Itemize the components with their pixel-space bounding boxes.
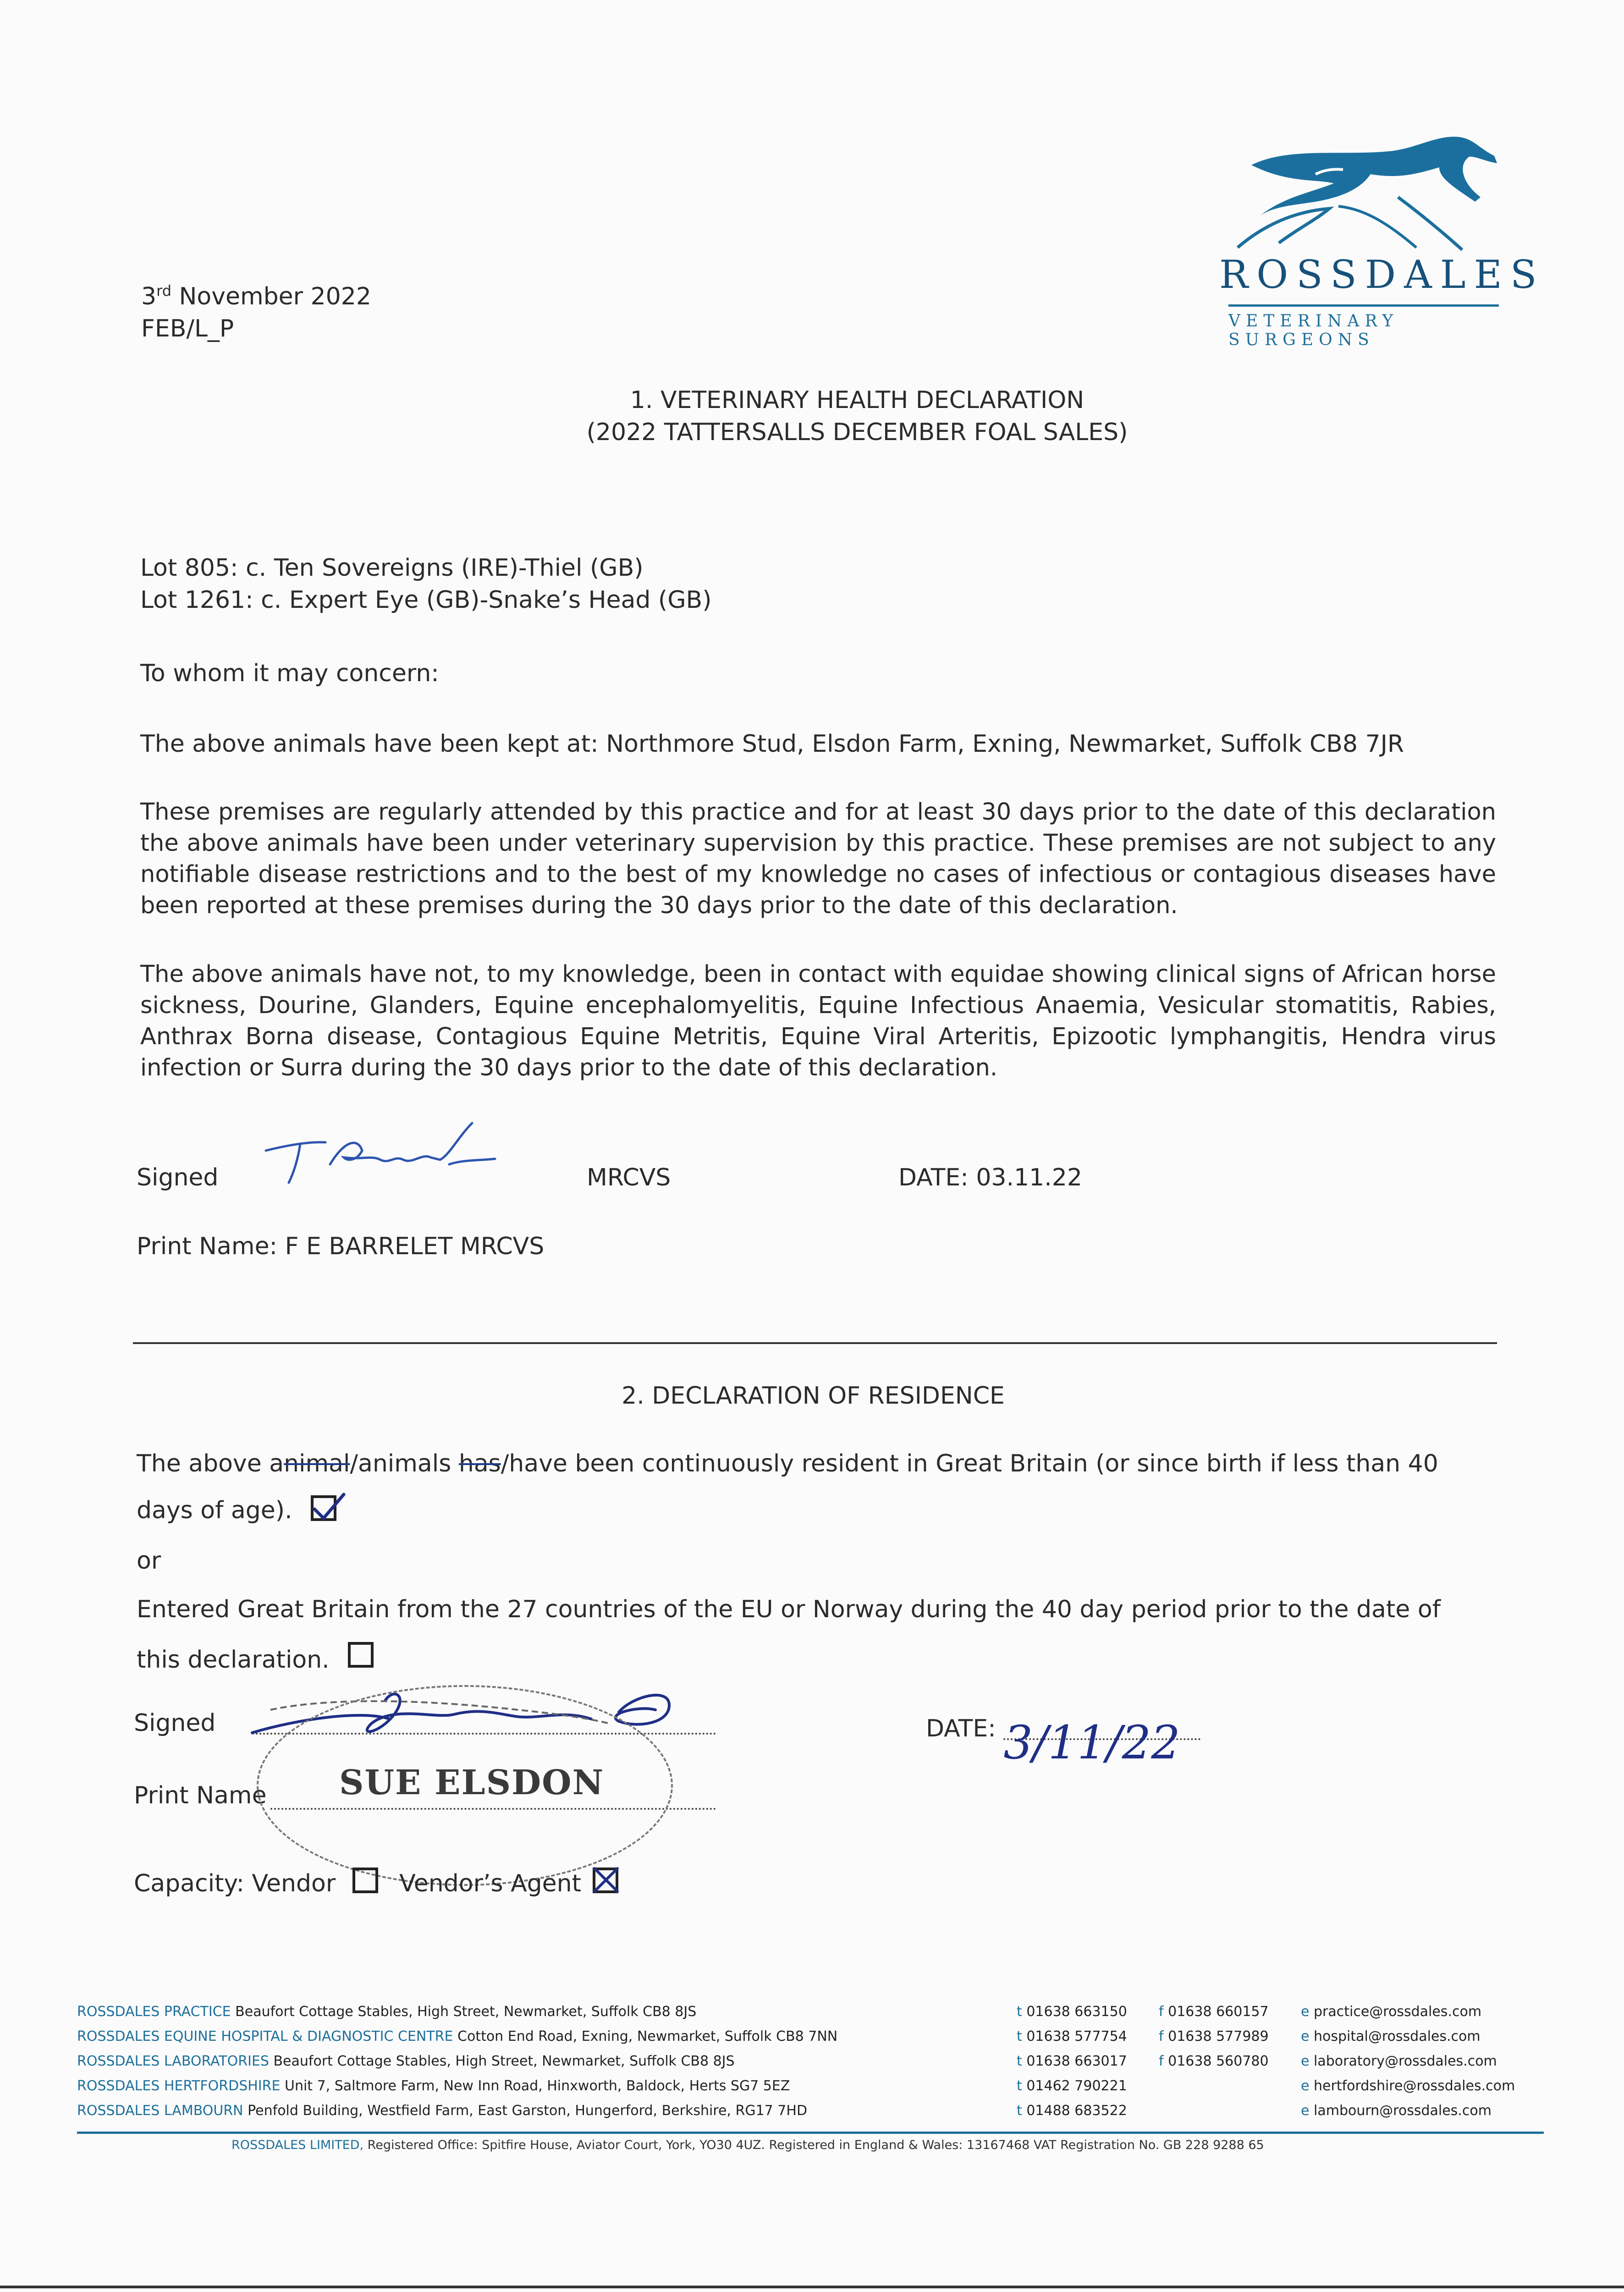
footer-address: Beaufort Cottage Stables, High Street, Newmarket, Suffolk CB8 8JS (231, 2004, 697, 2020)
registration-line (231, 2138, 1264, 2152)
section-divider (133, 1342, 1497, 1344)
footer-row: ROSSDALES HERTFORDSHIRE Unit 7, Saltmore Farm, New Inn Road, Hinxworth, Baldock, Herts SG7 5EZ t 01462 790221 e hertfordshire@rossdales.com (77, 2078, 1515, 2094)
footer-phone: 01488 683522 (1026, 2103, 1127, 2119)
footer-label: ROSSDALES HERTFORDSHIRE (77, 2078, 281, 2094)
footer-address: Cotton End Road, Exning, Newmarket, Suffolk CB8 7NN (453, 2028, 838, 2044)
vet-mrcvs: MRCVS (587, 1164, 671, 1191)
lot-1261: Lot 1261: c. Expert Eye (GB)-Snake’s Head (GB) (140, 586, 712, 614)
kept-at: The above animals have been kept at: Northmore Stud, Elsdon Farm, Exning, Newmarket, Suffolk CB8 7JR (140, 730, 1404, 758)
letter-date (141, 281, 371, 313)
footer-email[interactable]: hospital@rossdales.com (1314, 2028, 1481, 2044)
vet-date-label: DATE: (898, 1164, 969, 1191)
residence-line-3: Entered Great Britain from the 27 countries of the EU or Norway during the 40 day period prior to the date of (137, 1596, 1441, 1623)
title-line-1: 1. VETERINARY HEALTH DECLARATION (630, 386, 1085, 414)
entered-gb-checkbox[interactable] (348, 1642, 374, 1668)
residence-line-1 (137, 1448, 1438, 1480)
date-rest: November 2022 (171, 283, 371, 310)
vet-date (898, 1162, 1082, 1194)
vendor-date-handwritten: 3/11/22 (1003, 1716, 1180, 1769)
vendor-date-label: DATE: (926, 1715, 996, 1742)
vet-date-value: 03.11.22 (976, 1164, 1082, 1191)
logo-divider (1228, 304, 1499, 307)
res-text-b: /animals (350, 1450, 459, 1477)
horse-logo-icon (1224, 128, 1508, 257)
lot-805: Lot 805: c. Ten Sovereigns (IRE)-Thiel (GB) (140, 554, 644, 582)
vendor-print-label: Print Name (134, 1782, 267, 1809)
supervision-paragraph: These premises are regularly attended by this practice and for at least 30 days prior to the date of this declaration the above animals have been under veterinary supervision by this practice. These premises are not subject to any notifiable disease restrictions and to the best of my knowledge no cases of infectious or contagious diseases have been reported at these premises during the 30 days prior to the date of this declaration. (140, 799, 1496, 919)
footer-label: ROSSDALES LAMBOURN (77, 2103, 243, 2119)
footer-label: ROSSDALES EQUINE HOSPITAL & DIAGNOSTIC CENTRE (77, 2028, 453, 2044)
footer (77, 2000, 1539, 2123)
reg-text: Registered Office: Spitfire House, Aviator Court, York, YO30 4UZ. Registered in England & Wales: 13167468 VAT Registration No. GB 228 9288 65 (363, 2138, 1264, 2152)
footer-address: Penfold Building, Westfield Farm, East Garston, Hungerford, Berkshire, RG17 7HD (243, 2103, 808, 2119)
logo-tagline: VETERINARY SURGEONS (1228, 312, 1399, 349)
footer-address: Beaufort Cottage Stables, High Street, Newmarket, Suffolk CB8 8JS (269, 2053, 735, 2069)
footer-phone: 01462 790221 (1026, 2078, 1127, 2094)
footer-fax: 01638 577989 (1168, 2028, 1269, 2044)
footer-label: ROSSDALES PRACTICE (77, 2004, 231, 2020)
footer-fax: 01638 660157 (1168, 2004, 1269, 2020)
salutation: To whom it may concern: (140, 660, 439, 687)
res-text-c: /have been continuously resident in Great Britain (or since birth if less than 40 (501, 1450, 1438, 1477)
vendor-date-line (1003, 1716, 1200, 1769)
date-day: 3 (141, 283, 157, 310)
reg-label: ROSSDALES LIMITED, (231, 2138, 364, 2152)
tick-icon (311, 1492, 347, 1524)
res-struck-has: has (458, 1450, 501, 1477)
residence-line-2 (137, 1494, 336, 1526)
resident-checkbox[interactable] (311, 1495, 336, 1521)
footer-phone: 01638 663017 (1026, 2053, 1127, 2069)
vendor-date (926, 1713, 1200, 1769)
footer-phone: 01638 663150 (1026, 2004, 1127, 2020)
footer-email[interactable]: laboratory@rossdales.com (1314, 2053, 1497, 2069)
footer-row: ROSSDALES LAMBOURN Penfold Building, Westfield Farm, East Garston, Hungerford, Berkshire, RG17 7HD t 01488 683522 e lambourn@rossdales.com (77, 2103, 1492, 2119)
title-line-2: (2022 TATTERSALLS DECEMBER FOAL SALES) (586, 419, 1128, 446)
capacity-vendor-label: Capacity: Vendor (134, 1870, 336, 1897)
or-text: or (137, 1547, 161, 1575)
capacity-agent-label: Vendor’s Agent (399, 1870, 582, 1897)
stamp-name: SUE ELSDON (339, 1763, 605, 1802)
date-suffix: rd (156, 282, 171, 300)
cross-icon (590, 1864, 622, 1896)
res-this-declaration: this declaration. (137, 1646, 330, 1674)
logo-wordmark: ROSSDALES (1219, 252, 1545, 297)
vendor-checkbox[interactable] (352, 1868, 378, 1893)
footer-phone: 01638 577754 (1026, 2028, 1127, 2044)
vet-print-name: Print Name: F E BARRELET MRCVS (137, 1233, 545, 1260)
footer-fax: 01638 560780 (1168, 2053, 1269, 2069)
footer-email[interactable]: practice@rossdales.com (1314, 2004, 1482, 2020)
capacity-row (134, 1868, 618, 1900)
vendor-agent-checkbox[interactable] (593, 1868, 618, 1893)
res-struck-animal: nimal (284, 1450, 350, 1477)
footer-rule (77, 2132, 1544, 2134)
reference: FEB/L_P (141, 315, 234, 342)
res-days-of-age: days of age). (137, 1497, 292, 1524)
footer-address: Unit 7, Saltmore Farm, New Inn Road, Hinxworth, Baldock, Herts SG7 5EZ (280, 2078, 790, 2094)
footer-row: ROSSDALES PRACTICE Beaufort Cottage Stables, High Street, Newmarket, Suffolk CB8 8JS t 01638 663150 f 01638 660157 e practice@rossdales.com (77, 2004, 1482, 2020)
footer-email[interactable]: lambourn@rossdales.com (1314, 2103, 1492, 2119)
rossdales-logo (1219, 128, 1545, 349)
disease-paragraph: The above animals have not, to my knowledge, been in contact with equidae showing clinical signs of African horse sickness, Dourine, Glanders, Equine encephalomyelitis, Equine Infectious Anaemia, Vesicular stomatitis, Rabies, Anthrax Borna disease, Contagious Equine Metritis, Equine Viral Arteritis, Epizootic lymphangitis, Hendra virus infection or Surra during the 30 days prior to the date of this declaration. (140, 961, 1496, 1081)
residence-title: 2. DECLARATION OF RESIDENCE (622, 1382, 1005, 1410)
res-text-a: The above a (137, 1450, 284, 1477)
footer-row: ROSSDALES EQUINE HOSPITAL & DIAGNOSTIC CENTRE Cotton End Road, Exning, Newmarket, Suffolk CB8 7NN t 01638 577754 f 01638 577989 e hospital@rossdales.com (77, 2028, 1481, 2044)
vet-signature (257, 1109, 513, 1187)
footer-label: ROSSDALES LABORATORIES (77, 2053, 269, 2069)
footer-email[interactable]: hertfordshire@rossdales.com (1314, 2078, 1515, 2094)
vet-signed-label: Signed (137, 1164, 219, 1191)
page-bottom-edge (0, 2286, 1624, 2288)
vendor-signed-label: Signed (134, 1709, 216, 1737)
footer-row: ROSSDALES LABORATORIES Beaufort Cottage Stables, High Street, Newmarket, Suffolk CB8 8JS t 01638 663017 f 01638 560780 e laboratory@rossdales.com (77, 2053, 1497, 2069)
